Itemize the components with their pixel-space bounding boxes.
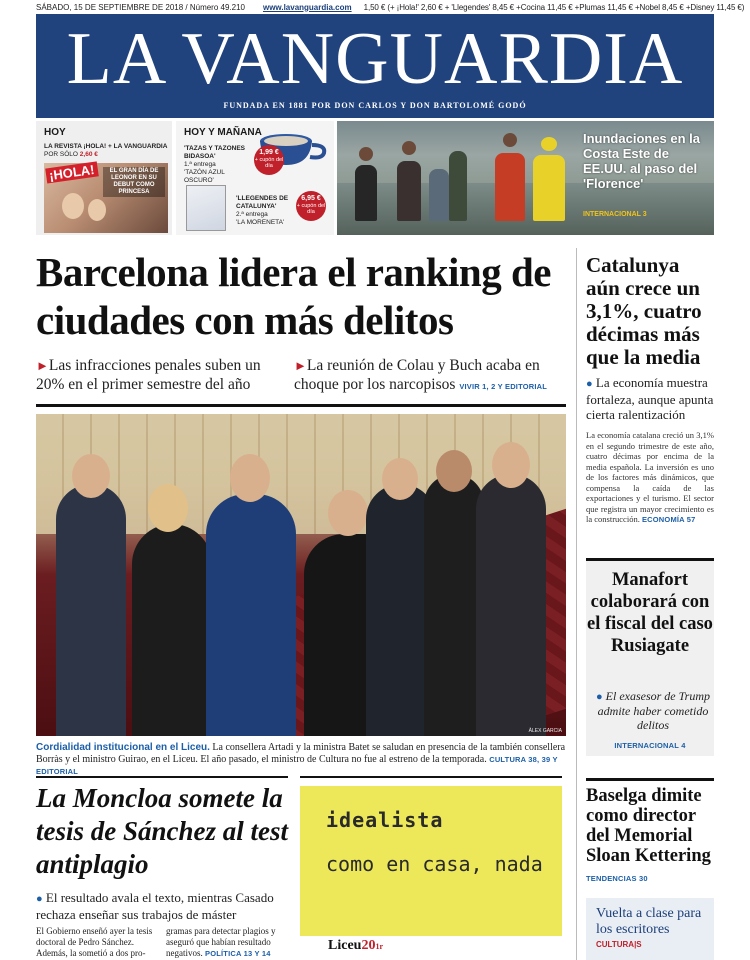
photo-section-link[interactable]: CULTURA 38, 39 Y EDITORIAL xyxy=(36,755,558,776)
catalunya-subhead: ● La economía muestra fortaleza, aunque apunta cierta ralentización xyxy=(586,375,714,422)
price-badge-llegendes: 6,95 € + cupón del día xyxy=(296,191,326,221)
promo-item-tazas: 'TAZAS Y TAZONES BIDASOA' 1.ª entrega 'TAZÓN AZUL OSCURO' xyxy=(184,145,246,184)
main-subhead-1: ►Las infracciones penales suben un 20% en el primer semestre del año xyxy=(36,357,261,393)
hola-magazine-cover xyxy=(44,163,168,233)
manafort-subhead: ● El exasesor de Trump admite haber cometido delitos xyxy=(596,689,710,732)
catalunya-body: La economía catalana creció un 3,1% en el segundo trimestre de este año, cuatro décimas por encima de la media española. La inversión es uno de los factores más dinámicos, que compensa la caída de las exportaciones y el turismo. El sector que registra un mayor crecimiento es la construcción. ECONOMÍA 57 xyxy=(586,430,714,524)
manafort-section-link[interactable]: INTERNACIONAL 4 xyxy=(614,741,686,750)
vuelta-story[interactable] xyxy=(586,898,714,960)
moncloa-body: El Gobierno enseñó ayer la tesis doctoral de Pedro Sánchez. Además, la sometió a dos pro- gramas para detectar plagios y aseguró que habían resultado negativos. POLÍTICA 13 Y 14 xyxy=(36,926,276,958)
divider xyxy=(36,776,288,778)
main-section-link[interactable]: VIVIR 1, 2 Y EDITORIAL xyxy=(459,382,548,391)
liceu-photo[interactable] xyxy=(36,414,566,736)
liceu-logo: Liceu201r xyxy=(328,938,384,953)
promo-item-llegendes: 'LLEGENDES DE CATALUNYA' 2.ª entrega 'LA MORENETA' xyxy=(236,195,289,226)
moncloa-subhead: ● El resultado avala el texto, mientras Casado rechaza enseñar sus trabajos de máster xyxy=(36,890,274,922)
flood-photo-story[interactable] xyxy=(337,121,714,235)
masthead xyxy=(36,14,714,118)
baselga-headline: Baselga dimite como director del Memorial Sloan Kettering xyxy=(586,786,711,866)
founded-line: FUNDADA EN 1881 POR DON CARLOS Y DON BARTOLOMÉ GODÓ xyxy=(223,101,527,110)
hola-logo: ¡HOLA! xyxy=(45,161,98,183)
arrow-icon: ► xyxy=(36,358,49,373)
manafort-story[interactable] xyxy=(586,558,714,756)
website-link[interactable]: www.lavanguardia.com xyxy=(262,2,352,12)
newspaper-logo: LA VANGUARDIA xyxy=(66,18,684,100)
baselga-story[interactable] xyxy=(586,786,714,883)
promo-hola-title: HOY xyxy=(44,127,66,138)
bullet-icon: ● xyxy=(586,378,593,390)
main-headline[interactable]: Barcelona lidera el ranking de ciudades con más delitos xyxy=(36,249,551,343)
llegendes-book-icon xyxy=(186,185,226,231)
promo-hola[interactable] xyxy=(36,121,172,235)
bullet-icon: ● xyxy=(36,893,43,905)
promo-hola-text: LA REVISTA ¡HOLA! + LA VANGUARDIA POR SÓLO 2,60 € xyxy=(44,143,168,158)
flood-headline: Inundaciones en la Costa Este de EE.UU. al paso del 'Florence' xyxy=(583,131,701,191)
catalunya-headline: Catalunya aún crece un 3,1%, cuatro décimas más que la media xyxy=(586,253,702,369)
divider xyxy=(36,404,566,407)
top-bar xyxy=(36,0,745,14)
catalunya-section-link[interactable]: ECONOMÍA 57 xyxy=(641,515,696,524)
moncloa-section-link[interactable]: POLÍTICA 13 Y 14 xyxy=(205,949,271,958)
ad-brand: idealista xyxy=(326,808,444,832)
flood-section[interactable]: INTERNACIONAL 3 xyxy=(583,211,647,218)
vuelta-section-link[interactable]: CULTURA|S xyxy=(596,940,642,949)
column-divider xyxy=(576,248,577,960)
promo-collectibles-title: HOY Y MAÑANA xyxy=(184,127,262,138)
catalunya-story[interactable] xyxy=(586,254,714,526)
vuelta-headline: Vuelta a clase para los escritores xyxy=(596,906,702,937)
main-subhead-2: ►La reunión de Colau y Buch acaba en choque por los narcopisos VIVIR 1, 2 Y EDITORIAL xyxy=(294,357,548,393)
ad-slogan: como en casa, nada xyxy=(326,852,543,876)
photo-credit: ÀLEX GARCIA xyxy=(528,728,562,734)
issue-date: SÁBADO, 15 DE SEPTIEMBRE DE 2018 / Número 49.210 xyxy=(36,2,245,12)
bullet-icon: ● xyxy=(596,691,603,703)
price-badge-tazas: 1,99 € + cupón del día xyxy=(254,145,284,175)
divider xyxy=(300,776,562,778)
promo-collectibles[interactable] xyxy=(176,121,334,235)
baselga-section-link[interactable]: TENDENCIAS 30 xyxy=(586,874,648,883)
arrow-icon: ► xyxy=(294,358,307,373)
idealista-ad[interactable] xyxy=(300,786,562,936)
divider xyxy=(586,778,714,781)
manafort-headline: Manafort colaborará con el fiscal del caso Rusiagate xyxy=(587,570,713,656)
price-list: 1,50 € (+ ¡Hola!' 2,60 € + 'Llegendes' 8,45 € +Cocina 11,45 € +Plumas 11,45 € +Nobel 8,45 € +Disney 11,45 €) xyxy=(363,2,745,12)
moncloa-headline[interactable]: La Moncloa somete la tesis de Sánchez al test antiplagio xyxy=(36,783,289,879)
photo-caption: Cordialidad institucional en el Liceu. La consellera Artadi y la ministra Batet se saludan en presencia de la también consellera Borràs y el ministro Guirao, en el Liceu. El año pasado, el ministro de Cultura no fue al estreno de la temporada. CULTURA 38, 39 Y EDITORIAL xyxy=(36,742,566,776)
hola-cover-story: EL GRAN DÍA DE LEONOR EN SU DEBUT COMO PRINCESA xyxy=(103,167,165,197)
